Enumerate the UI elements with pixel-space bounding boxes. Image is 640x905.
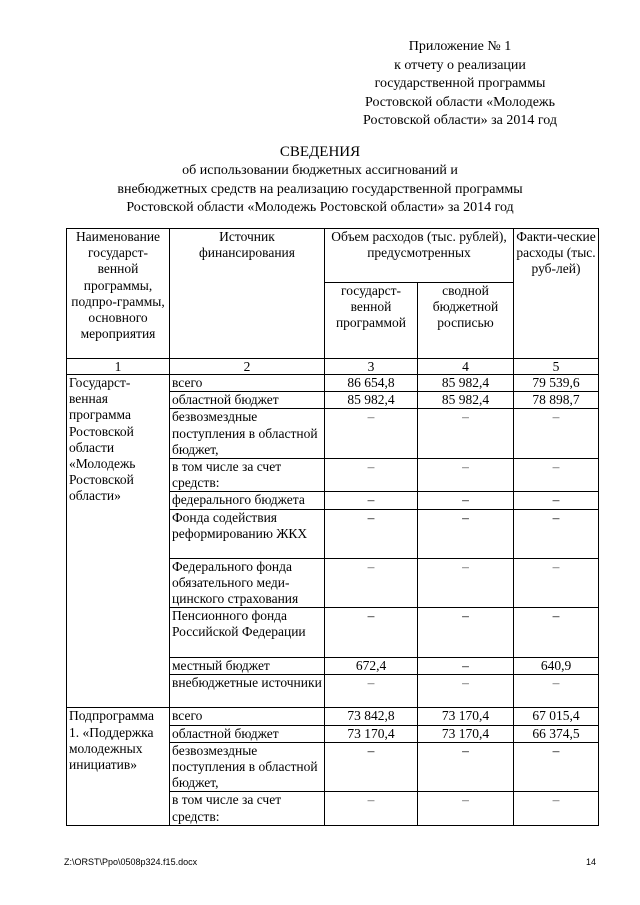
title-heading: СВЕДЕНИЯ (279, 144, 361, 160)
appendix-line: к отчету о реализации (394, 57, 526, 73)
source-cell: федерального бюджета (170, 492, 325, 509)
header-col-name: Наименование государст-венной программы, подпро-граммы, основного мероприятия (67, 229, 170, 359)
value-cell: – (418, 792, 514, 825)
header-col-group: Объем расходов (тыс. рублей), предусмотренных (325, 229, 514, 283)
source-cell: внебюджетные источники (170, 675, 325, 708)
value-cell: – (418, 492, 514, 509)
value-cell: – (514, 742, 599, 792)
value-cell: 672,4 (325, 658, 418, 675)
value-cell: 79 539,6 (514, 375, 599, 392)
value-cell: – (325, 558, 418, 608)
source-cell: в том числе за счет средств: (170, 459, 325, 492)
source-cell: всего (170, 375, 325, 392)
source-cell: местный бюджет (170, 658, 325, 675)
index-cell: 3 (325, 359, 418, 375)
header-col-budget: сводной бюджетной росписью (418, 283, 514, 359)
value-cell: – (418, 658, 514, 675)
source-cell: областной бюджет (170, 725, 325, 742)
appendix-line: Ростовской области» за 2014 год (363, 113, 557, 128)
value-cell: 85 982,4 (418, 375, 514, 392)
value-cell: 78 898,7 (514, 392, 599, 409)
footer-file-path: Z:\ORST\Ppo\0508p324.f15.docx (64, 857, 198, 867)
value-cell: – (514, 675, 599, 708)
value-cell: – (418, 409, 514, 459)
value-cell: – (325, 409, 418, 459)
table-row (67, 375, 599, 392)
value-cell: – (514, 459, 599, 492)
value-cell: 85 982,4 (325, 392, 418, 409)
value-cell: 85 982,4 (418, 392, 514, 409)
header-col-actual: Факти-ческие расходы (тыс. руб-лей) (514, 229, 599, 359)
index-cell: 1 (67, 359, 170, 375)
appendix-line: государственной программы (374, 76, 546, 91)
value-cell: 67 015,4 (514, 708, 599, 725)
value-cell: – (418, 459, 514, 492)
value-cell: – (325, 608, 418, 658)
index-cell: 4 (418, 359, 514, 375)
program-name: Государст-венная программа Ростовской области «Молодежь Ростовской области» (67, 375, 170, 708)
source-cell: безвозмездные поступления в областной бюджет, (170, 742, 325, 792)
value-cell: 73 170,4 (418, 725, 514, 742)
page-number: 14 (585, 857, 596, 867)
source-cell: в том числе за счет средств: (170, 792, 325, 825)
title-line: об использовании бюджетных ассигнований и (182, 163, 458, 178)
budget-table (66, 228, 599, 826)
index-cell: 5 (514, 359, 599, 375)
header-row (67, 229, 599, 283)
value-cell: – (325, 792, 418, 825)
source-cell: Федерального фонда обязательного меди-цинского страхования (170, 558, 325, 608)
source-cell: безвозмездные поступления в областной бюджет, (170, 409, 325, 459)
value-cell: 86 654,8 (325, 375, 418, 392)
source-cell: Пенсионного фонда Российской Федерации (170, 608, 325, 658)
value-cell: – (325, 492, 418, 509)
value-cell: 640,9 (514, 658, 599, 675)
title-line: внебюджетных средств на реализацию государственной программы (117, 181, 523, 197)
value-cell: – (418, 558, 514, 608)
source-cell: Фонда содействия реформированию ЖКХ (170, 509, 325, 558)
value-cell: – (418, 509, 514, 558)
index-row (67, 359, 599, 375)
value-cell: – (514, 608, 599, 658)
value-cell: – (514, 409, 599, 459)
value-cell: 73 170,4 (418, 708, 514, 725)
value-cell: – (418, 608, 514, 658)
value-cell: – (514, 509, 599, 558)
subprogram-name: Подпрограмма 1. «Поддержка молодежных инициатив» (67, 708, 170, 825)
header-col-source: Источник финансирования (170, 229, 325, 359)
source-cell: областной бюджет (170, 392, 325, 409)
value-cell: 66 374,5 (514, 725, 599, 742)
header-col-program: государст-венной программой (325, 283, 418, 359)
appendix-note (330, 38, 590, 131)
index-cell: 2 (170, 359, 325, 375)
document-title (0, 142, 640, 218)
value-cell: – (325, 675, 418, 708)
value-cell: – (325, 459, 418, 492)
source-cell: всего (170, 708, 325, 725)
table-row (67, 708, 599, 725)
appendix-line: Ростовской области «Молодежь (365, 94, 555, 110)
value-cell: 73 170,4 (325, 725, 418, 742)
value-cell: – (514, 492, 599, 509)
value-cell: – (325, 742, 418, 792)
value-cell: – (514, 558, 599, 608)
value-cell: – (418, 675, 514, 708)
value-cell: – (514, 792, 599, 825)
title-line: Ростовской области «Молодежь Ростовской области» за 2014 год (126, 200, 514, 215)
value-cell: 73 842,8 (325, 708, 418, 725)
value-cell: – (325, 509, 418, 558)
appendix-line: Приложение № 1 (408, 39, 512, 54)
value-cell: – (418, 742, 514, 792)
